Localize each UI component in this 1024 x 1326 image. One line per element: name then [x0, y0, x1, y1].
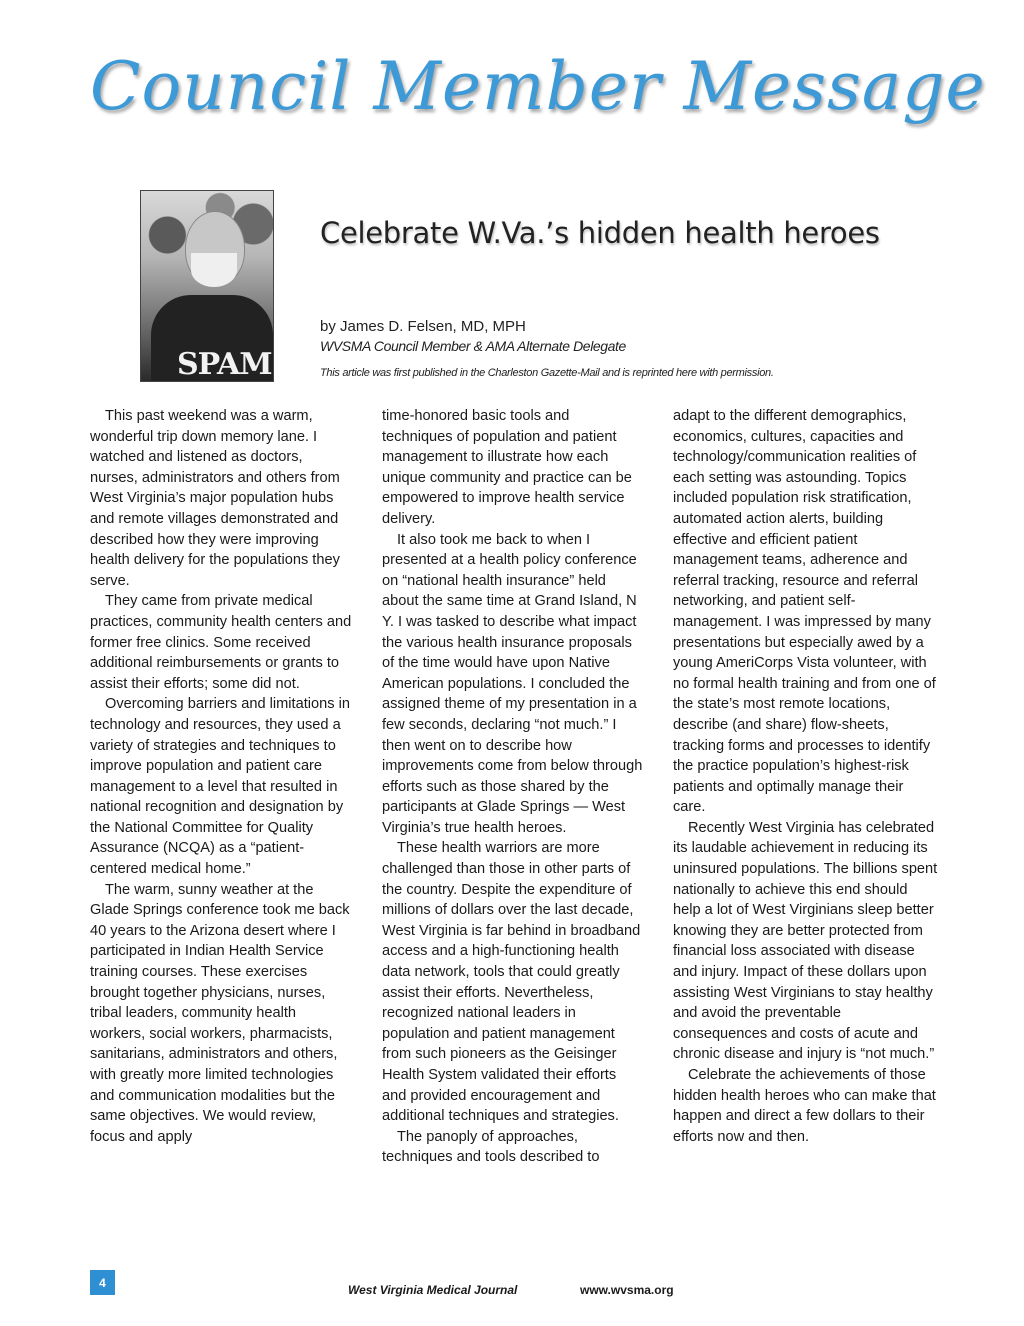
paragraph: adapt to the different demographics, economics, cultures, capacities and technology/communication realities of each setting was astounding. Topics included population risk stratification, automated action alerts, building effective and efficient patient management teams, adherence and referral tracking, resource and referral networking, and patient self-management. I was impressed by many presentations but especially awed by a young AmeriCorps Vista volunteer, with no formal health training and from one of the state’s most remote locations, describe (and share) flow-sheets, tracking forms and processes to identify the practice population’s highest-risk patients and optimally manage their care.	[673, 408, 936, 816]
author-affiliation: WVSMA Council Member & AMA Alternate Delegate	[320, 338, 626, 354]
paragraph: This past weekend was a warm, wonderful trip down memory lane. I watched and listened as doctors, nurses, administrators and others from West Virginia’s major population hubs and remote villages demonstrated and described how they were improving health delivery for the populations they serve.	[90, 408, 340, 589]
reprint-note: This article was first published in the Charleston Gazette-Mail and is reprinted here with permission.	[320, 367, 774, 379]
article-byline: by James D. Felsen, MD, MPH	[320, 318, 526, 335]
section-banner: Council Member Message	[90, 48, 986, 125]
journal-name: West Virginia Medical Journal	[348, 1283, 518, 1297]
paragraph: time-honored basic tools and techniques of population and patient management to illustrate how each unique community and practice can be empowered to improve health service delivery.	[382, 408, 632, 527]
article-headline: Celebrate W.Va.’s hidden health heroes	[320, 216, 880, 250]
paragraph: They came from private medical practices, community health centers and former free clinics. Some received additional reimbursements or grants to assist their efforts; some did not.	[90, 593, 352, 692]
article-column-1	[90, 406, 352, 1147]
photo-beard	[191, 253, 237, 287]
article-column-3	[673, 406, 939, 1147]
paragraph: Overcoming barriers and limitations in technology and resources, they used a variety of strategies and techniques to improve population and patient care management to a level that resulted in national recognition and designation by the National Committee for Quality Assurance (NCQA) as a “patient-centered medical home.”	[90, 696, 350, 878]
paragraph: These health warriors are more challenged than those in other parts of the country. Despite the expenditure of millions of dollars over the last decade, West Virginia is far behind in broadband access and a high-functioning health data network, tools that could greatly assist their efforts. Nevertheless, recognized national leaders in population and patient management from such pioneers as the Geisinger Health System validated their efforts and provided encouragement and additional techniques and strategies.	[382, 840, 641, 1125]
photo-shirt-text: SPAM	[177, 347, 272, 382]
paragraph: It also took me back to when I presented at a health policy conference on “national health insurance” held about the same time at Grand Island, N Y. I was tasked to describe what impact the various health insurance proposals of the time would have upon Native American populations. I concluded the assigned theme of my presentation in a few seconds, declaring “not much.” I then went on to describe how improvements come from below through efforts such as those shared by the participants at Glade Springs — West Virginia’s true health heroes.	[382, 531, 643, 836]
page-number: 4	[90, 1270, 115, 1295]
author-photo	[140, 190, 274, 382]
paragraph: Celebrate the achievements of those hidden health heroes who can make that happen and direct a few dollars to their efforts now and then.	[673, 1067, 936, 1145]
paragraph: Recently West Virginia has celebrated its laudable achievement in reducing its uninsured populations. The billions spent nationally to achieve this end should help a lot of West Virginians sleep better knowing they are better protected from financial loss associated with disease and injury. Impact of these dollars upon assisting West Virginians to stay healthy and avoid the preventable consequences and costs of acute and chronic disease and injury is “not much.”	[673, 819, 938, 1063]
paragraph: The warm, sunny weather at the Glade Springs conference took me back 40 years to the Arizona desert where I participated in Indian Health Service training courses. These exercises brought together physicians, nurses, tribal leaders, community health workers, social workers, pharmacists, sanitarians, administrators and others, with greatly more limited technologies and communication modalities but the same objectives. We would review, focus and apply	[90, 881, 350, 1145]
website-link[interactable]: www.wvsma.org	[580, 1283, 674, 1297]
paragraph: The panoply of approaches, techniques and tools described to	[382, 1128, 600, 1166]
article-column-2	[382, 406, 644, 1168]
